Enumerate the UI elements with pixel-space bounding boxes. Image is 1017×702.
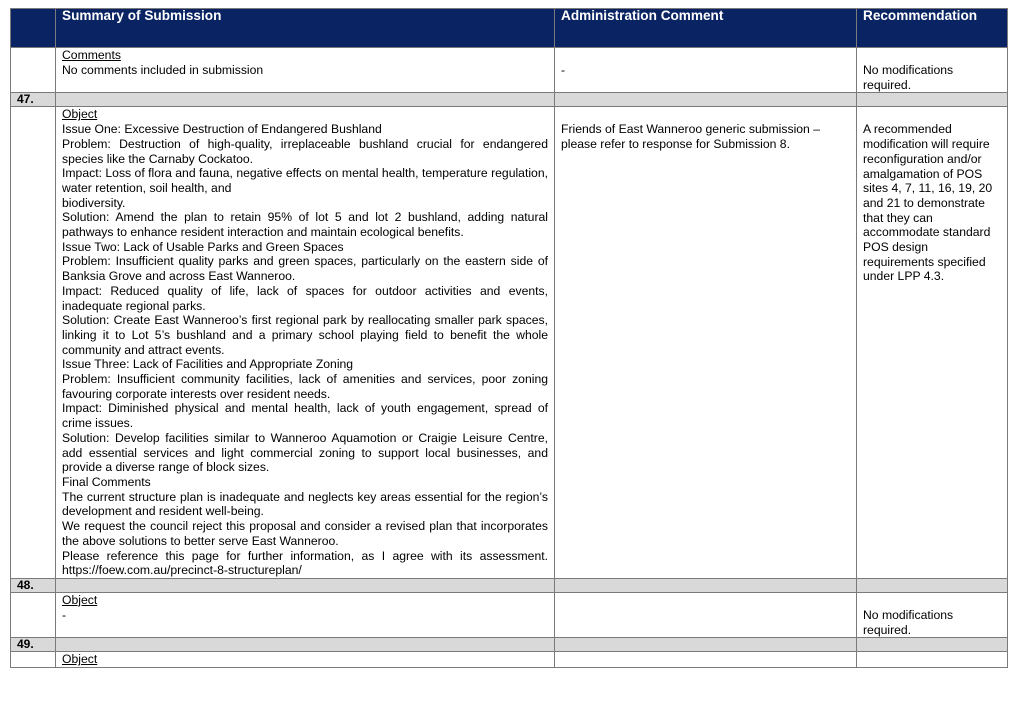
issue-one-impact: Impact: Loss of flora and fauna, negative effects on mental health, temperature regulation, water retention, soil health, and: [62, 166, 548, 195]
admin-comment-cell: [555, 652, 857, 668]
admin-comment-text: Friends of East Wanneroo generic submission – please refer to response for Submission 8.: [561, 122, 820, 152]
recommendation-cell: [857, 652, 1008, 668]
summary-heading: Object: [62, 107, 98, 122]
recommendation-cell: [857, 48, 1008, 93]
issue-two-solution: Solution: Create East Wanneroo’s first regional park by reallocating smaller park spaces, linking it to Lot 5’s bushland and a primary school playing field to benefit the whole community and attract events.: [62, 313, 548, 357]
header-admin-comment: Administration Comment: [555, 9, 857, 48]
submissions-table: [10, 8, 1008, 668]
summary-heading: Comments: [62, 48, 121, 62]
row-number-cell: [11, 592, 56, 637]
final-comments-para-2: We request the council reject this proposal and consider a revised plan that incorporates the above solutions to better serve East Wanneroo.: [62, 519, 548, 548]
issue-one-solution: Solution: Amend the plan to retain 95% of lot 5 and lot 2 bushland, adding natural pathways to enhance resident interaction and maintain ecological benefits.: [62, 210, 548, 240]
submission-number-row-47: [11, 93, 1008, 107]
submission-number: 48.: [11, 578, 56, 592]
table-row-46: [11, 48, 1008, 93]
submission-number: 49.: [11, 638, 56, 652]
recommendation-text: No modifications required.: [863, 63, 954, 92]
table-row-47: [11, 107, 1008, 579]
issue-one-title: Issue One: Excessive Destruction of Endangered Bushland: [62, 122, 382, 137]
header-summary: Summary of Submission: [56, 9, 555, 48]
admin-comment-cell: [555, 48, 857, 93]
header-recommendation: Recommendation: [857, 9, 1008, 48]
header-number: [11, 9, 56, 48]
table-row-48: [11, 592, 1008, 637]
admin-comment-text: -: [561, 63, 566, 77]
issue-two-problem: Problem: Insufficient quality parks and green spaces, particularly on the eastern side of Banksia Grove and across East Wanneroo.: [62, 254, 548, 284]
recommendation-text: No modifications required.: [863, 607, 954, 637]
issue-one-problem: Problem: Destruction of high-quality, irreplaceable bushland crucial for endangered species like the Carnaby Cockatoo.: [62, 136, 548, 166]
recommendation-cell: [857, 107, 1008, 579]
final-comments-para-3: Please reference this page for further information, as I agree with its assessment. https://foew.com.au/precinct-8-structureplan/: [62, 548, 548, 578]
admin-comment-cell: [555, 107, 857, 579]
issue-two-impact: Impact: Reduced quality of life, lack of spaces for outdoor activities and events, inadequate regional parks.: [62, 283, 548, 313]
summary-text: No comments included in submission: [62, 62, 264, 77]
header-row: [11, 9, 1008, 48]
summary-heading: Object: [62, 592, 98, 607]
submission-number-row-49: [11, 638, 1008, 652]
submission-number: 47.: [11, 93, 56, 107]
row-number-cell: [11, 48, 56, 93]
admin-comment-cell: [555, 592, 857, 637]
table-row-49: [11, 652, 1008, 668]
summary-cell: [56, 48, 555, 93]
final-comments-para-1: The current structure plan is inadequate and neglects key areas essential for the region’s development and resident well-being.: [62, 489, 548, 519]
issue-one-impact-cont: biodiversity.: [62, 195, 126, 210]
recommendation-cell: [857, 592, 1008, 637]
issue-two-title: Issue Two: Lack of Usable Parks and Green Spaces: [62, 239, 344, 254]
summary-cell: [56, 652, 555, 668]
summary-cell: [56, 107, 555, 579]
summary-text: -: [62, 607, 67, 622]
final-comments-title: Final Comments: [62, 474, 151, 489]
issue-three-title: Issue Three: Lack of Facilities and Appropriate Zoning: [62, 357, 354, 372]
issue-three-impact: Impact: Diminished physical and mental health, lack of youth engagement, spread of crime issues.: [62, 401, 548, 431]
recommendation-text: A recommended modification will require reconfiguration and/or amalgamation of POS sites 4, 7, 11, 16, 19, 20 and 21 to demonstrate that they can accommodate standard POS design requirements specified under LPP 4.3.: [863, 122, 993, 284]
row-number-cell: [11, 652, 56, 668]
summary-heading: Object: [62, 652, 98, 667]
issue-three-solution: Solution: Develop facilities similar to Wanneroo Aquamotion or Craigie Leisure Centre, add essential services and light commercial zoning to support local businesses, and provide a diverse range of block sizes.: [62, 430, 548, 475]
row-number-cell: [11, 107, 56, 579]
summary-cell: [56, 592, 555, 637]
issue-three-problem: Problem: Insufficient community facilities, lack of amenities and services, poor zoning favouring corporate interests over resident needs.: [62, 372, 548, 401]
submission-number-row-48: [11, 578, 1008, 592]
